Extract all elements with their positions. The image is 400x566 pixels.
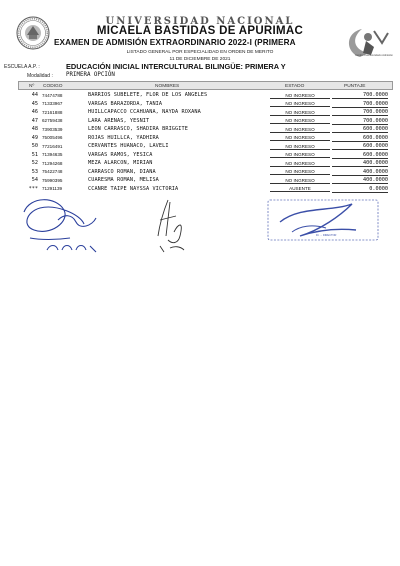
row-number: 44 [31, 92, 38, 98]
row-score: 600.0000 [332, 126, 388, 133]
row-status: NO INGRESO [270, 152, 330, 158]
row-names: BARRIOS SUBELETE, FLOR DE LOS ANGELES [88, 92, 208, 98]
row-code: 62759438 [42, 118, 63, 124]
row-code: 71333967 [42, 101, 63, 107]
row-score: 600.0000 [332, 135, 388, 142]
row-score: 600.0000 [332, 152, 388, 159]
row-code: 75005496 [42, 135, 63, 141]
left-signature [24, 200, 96, 252]
column-header-code: CODIGO [43, 83, 63, 89]
results-table-body [18, 91, 393, 193]
middle-signature [158, 200, 184, 252]
school-value: EDUCACIÓN INICIAL INTERCULTURAL BILINGÜE: PRIMERA Y [66, 62, 286, 71]
row-status: NO INGRESO [270, 101, 330, 107]
row-score: 700.0000 [332, 118, 388, 125]
school-label: ESCUELA A.P. : [4, 64, 40, 70]
row-number: 48 [31, 126, 38, 132]
stamp-text: Dr. ... DIRECTOR [316, 234, 337, 237]
column-header-number: Nº [29, 83, 35, 89]
row-code: 75422748 [42, 169, 63, 175]
row-score: 700.0000 [332, 92, 388, 99]
table-row [18, 159, 393, 168]
row-code: 71394635 [42, 152, 63, 158]
row-names: LARA ARENAS, YESNIT [88, 117, 150, 124]
row-number: 52 [31, 160, 38, 166]
row-status: NO INGRESO [270, 93, 330, 99]
row-names: LEON CARRASCO, SHADIRA BRIGGITE [88, 126, 188, 132]
row-score: 0.0000 [332, 186, 388, 193]
row-score: 400.0000 [332, 177, 388, 184]
table-row [18, 185, 393, 194]
row-number: 50 [31, 143, 38, 149]
row-names: VARGAS BARAZORDA, TANIA [88, 100, 163, 107]
row-score: 400.0000 [332, 169, 388, 176]
row-status: NO INGRESO [270, 178, 330, 184]
table-row [18, 151, 393, 160]
row-code: 74474788 [42, 92, 63, 98]
row-code: 77216491 [42, 143, 63, 149]
row-status: NO INGRESO [270, 144, 330, 150]
row-score: 600.0000 [332, 143, 388, 150]
table-row [18, 168, 393, 177]
row-number: 45 [31, 100, 38, 107]
row-names: CCANRE TAIPE NAYSSA VICTORIA [88, 185, 179, 192]
table-row [18, 134, 393, 143]
row-names: CUARESMA ROMAN, MELISA [88, 177, 159, 183]
exam-date: 11 DE DICIEMBRE DE 2021 [169, 57, 231, 62]
row-status: NO INGRESO [270, 135, 330, 141]
row-score: 700.0000 [332, 109, 388, 116]
modality-label: Modalidad : [27, 73, 53, 79]
row-number: 53 [31, 168, 38, 175]
modality-value: PRIMERA OPCIÓN [66, 72, 115, 78]
row-names: VARGAS RAMOS, YESICA [88, 151, 153, 158]
table-row [18, 125, 393, 134]
row-status: AUSENTE [270, 186, 330, 192]
university-title: UNIVERSIDAD NACIONAL [105, 16, 295, 27]
table-row [18, 117, 393, 126]
row-names: HUILLCAPACCO CCAHUANA, NAYDA ROXANA [88, 109, 201, 115]
row-code: 75990395 [42, 177, 63, 183]
row-number: 49 [31, 134, 38, 141]
row-status: NO INGRESO [270, 169, 330, 175]
row-number: 54 [31, 177, 38, 183]
university-name: MICAELA BASTIDAS DE APURIMAC [96, 25, 304, 37]
row-number: 46 [31, 109, 38, 115]
row-number: 47 [31, 117, 38, 124]
list-subtitle: LISTADO GENERAL POR ESPECIALIDAD EN ORDEN DE MERITO [126, 50, 274, 55]
table-row [18, 91, 393, 100]
row-score: 700.0000 [332, 101, 388, 108]
row-names: CARRASCO ROMAN, DIANA [88, 168, 156, 175]
column-header-score: PUNTAJE [344, 83, 366, 89]
row-code: 71291139 [42, 186, 63, 192]
row-status: NO INGRESO [270, 110, 330, 116]
row-status: NO INGRESO [270, 127, 330, 133]
table-row [18, 142, 393, 151]
column-header-names: NOMBRES [155, 83, 180, 89]
table-row [18, 176, 393, 185]
row-code: 72161888 [42, 109, 63, 115]
row-status: NO INGRESO [270, 161, 330, 167]
seal-caption: Centro Preuniversitario Admisión [355, 54, 393, 57]
table-header [18, 81, 393, 90]
row-score: 400.0000 [332, 160, 388, 167]
table-row [18, 108, 393, 117]
row-number: 51 [31, 151, 38, 158]
row-code: 71294268 [42, 160, 63, 166]
row-names: CERVANTES HUANACO, LAVELI [88, 143, 169, 149]
row-names: MEZA ALARCON, MIRIAN [88, 160, 153, 166]
row-status: NO INGRESO [270, 118, 330, 124]
row-names: ROJAS HUILLCA, YADHIRA [88, 134, 159, 141]
row-code: 73903539 [42, 126, 63, 132]
exam-title: EXAMEN DE ADMISIÓN EXTRAORDINARIO 2022-I (PRIMERA [54, 38, 296, 47]
column-header-status: ESTADO [285, 83, 305, 89]
row-number: *** [28, 185, 38, 192]
table-row [18, 100, 393, 109]
